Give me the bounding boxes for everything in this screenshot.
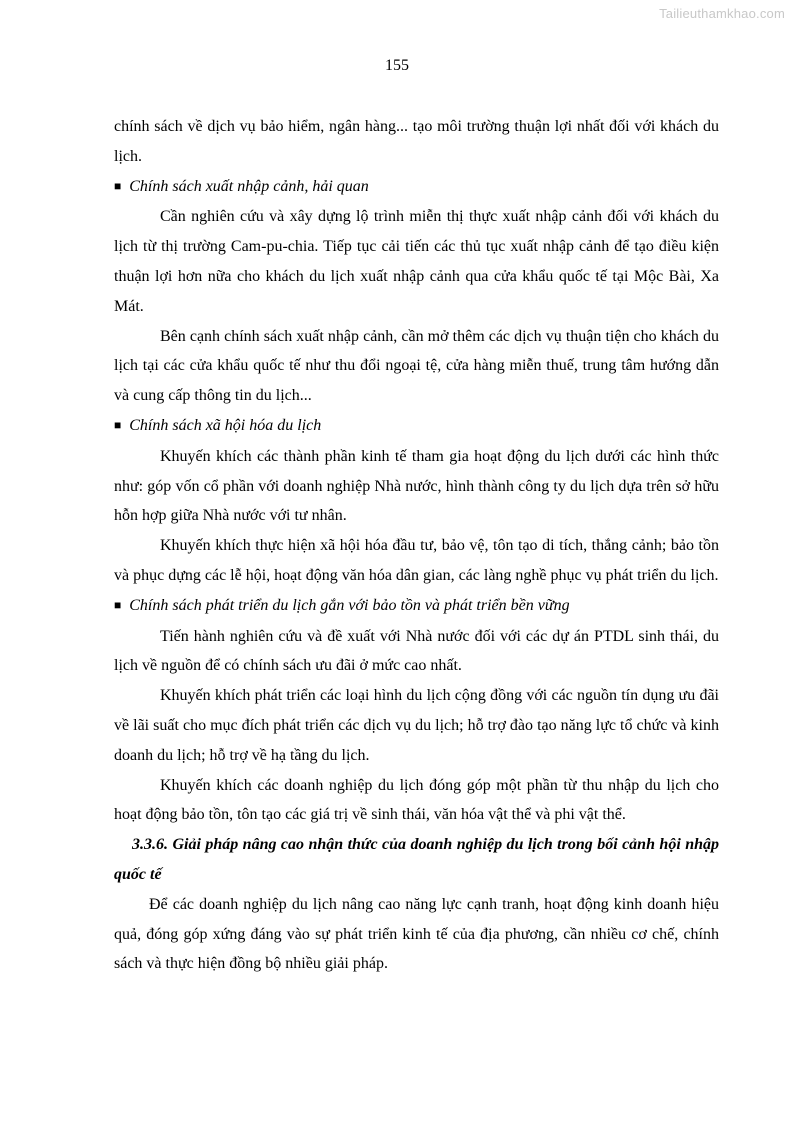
paragraph: Khuyến khích phát triển các loại hình du lịch cộng đồng với các nguồn tín dụng ưu đãi về lãi suất cho mục đích phát triển các dịch vụ du lịch; hỗ trợ đào tạo năng lực tổ chức và kinh doanh du lịch; hỗ trợ về hạ tầng du lịch. xyxy=(114,687,719,764)
policy-heading-text: Chính sách phát triển du lịch gắn với bảo tồn và phát triển bền vững xyxy=(129,596,570,614)
paragraph-continuation: chính sách về dịch vụ bảo hiểm, ngân hàng... tạo môi trường thuận lợi nhất đối với khách du lịch. xyxy=(114,118,719,165)
paragraph: Khuyến khích các doanh nghiệp du lịch đóng góp một phần từ thu nhập du lịch cho hoạt động bảo tồn, tôn tạo các giá trị về sinh thái, văn hóa vật thể và phi vật thể. xyxy=(114,776,719,824)
paragraph: Bên cạnh chính sách xuất nhập cảnh, cần mở thêm các dịch vụ thuận tiện cho khách du lịch tại các cửa khẩu quốc tế như thu đổi ngoại tệ, cửa hàng miễn thuế, trung tâm hướng dẫn và cung cấp thông tin du lịch... xyxy=(114,327,719,405)
policy-heading-text: Chính sách xuất nhập cảnh, hải quan xyxy=(129,177,369,195)
square-bullet-icon: ■ xyxy=(114,597,122,612)
paragraph: Khuyến khích thực hiện xã hội hóa đầu tư, bảo vệ, tôn tạo di tích, thắng cảnh; bảo tồn và phục dựng các lễ hội, hoạt động văn hóa dân gian, các làng nghề phục vụ phát triển du lịch. xyxy=(114,537,719,584)
page-body xyxy=(114,112,719,979)
square-bullet-icon: ■ xyxy=(114,178,122,193)
paragraph: Để các doanh nghiệp du lịch nâng cao năng lực cạnh tranh, hoạt động kinh doanh hiệu quả, đóng góp xứng đáng vào sự phát triển kinh tế của địa phương, cần nhiều cơ chế, chính sách và thực hiện đồng bộ nhiều giải pháp. xyxy=(114,895,719,973)
policy-heading-sustainable xyxy=(114,591,719,622)
square-bullet-icon: ■ xyxy=(114,417,122,432)
policy-heading-socialization xyxy=(114,411,719,442)
policy-heading-text: Chính sách xã hội hóa du lịch xyxy=(129,416,322,434)
policy-heading-immigration xyxy=(114,172,719,203)
page-number: 155 xyxy=(385,57,409,74)
section-heading: 3.3.6. Giải pháp nâng cao nhận thức của doanh nghiệp du lịch trong bối cảnh hội nhập quốc tế xyxy=(114,836,719,883)
watermark: Tailieuthamkhao.com xyxy=(659,6,785,21)
paragraph: Tiến hành nghiên cứu và đề xuất với Nhà nước đối với các dự án PTDL sinh thái, du lịch về nguồn để có chính sách ưu đãi ở mức cao nhất. xyxy=(114,627,719,675)
paragraph: Cần nghiên cứu và xây dựng lộ trình miễn thị thực xuất nhập cảnh đối với khách du lịch từ thị trường Cam-pu-chia. Tiếp tục cải tiến các thủ tục xuất nhập cảnh để tạo điều kiện thuận lợi hơn nữa cho khách du lịch xuất nhập cảnh qua cửa khẩu quốc tế tại Mộc Bài, Xa Mát. xyxy=(114,208,719,315)
paragraph: Khuyến khích các thành phần kinh tế tham gia hoạt động du lịch dưới các hình thức như: góp vốn cổ phần với doanh nghiệp Nhà nước, hình thành công ty du lịch dựa trên sở hữu hỗn hợp giữa Nhà nước với tư nhân. xyxy=(114,447,719,525)
